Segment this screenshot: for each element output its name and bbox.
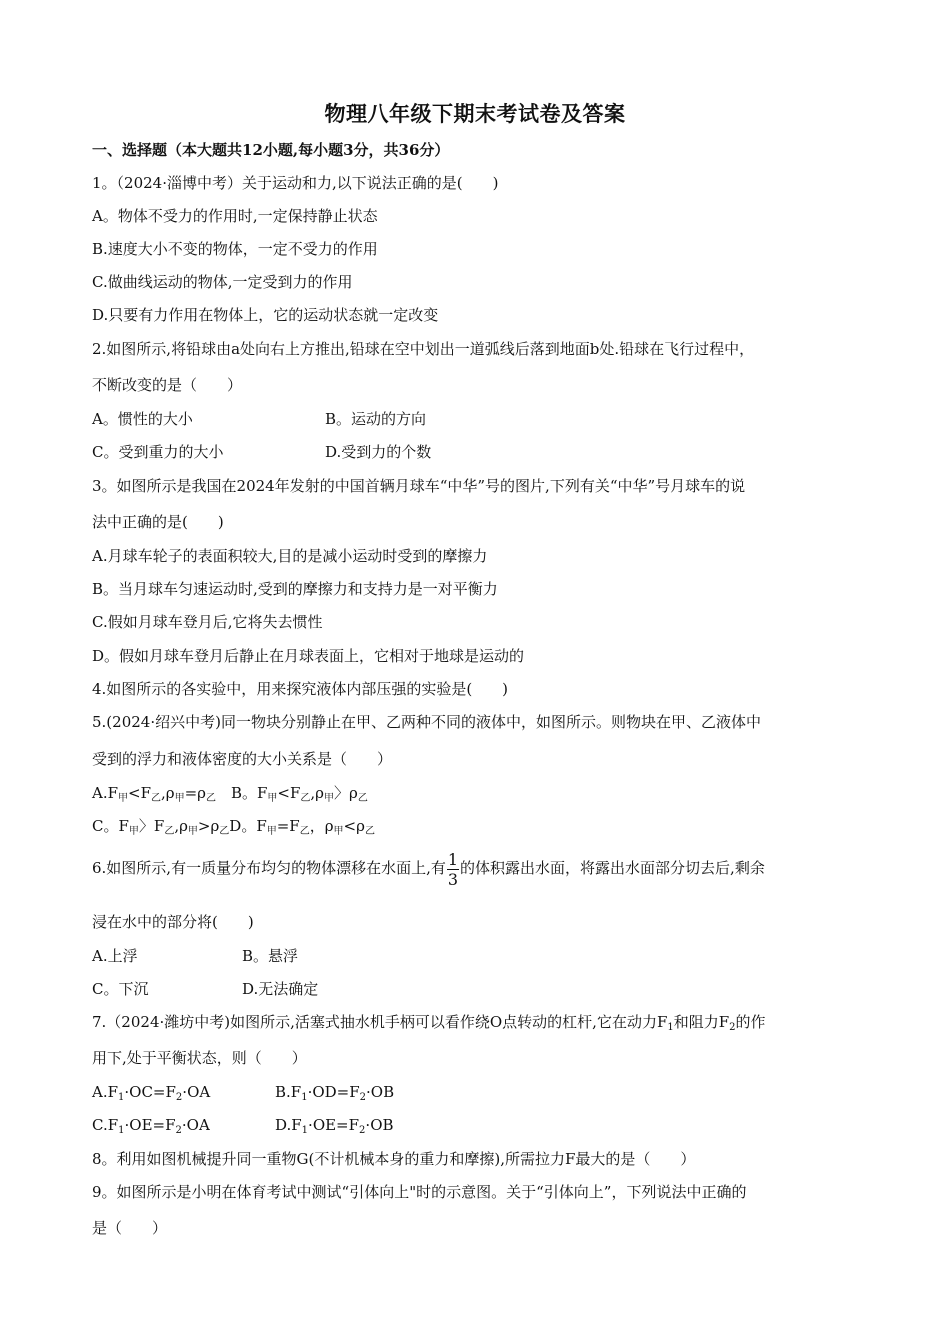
q1-option-d: D.只要有力作用在物体上，它的运动状态就一定改变: [92, 306, 439, 324]
q2-option-a: A。惯性的大小: [92, 410, 193, 428]
q2-stem-line1: 2.如图所示,将铅球由a处向右上方推出,铅球在空中划出一道弧线后落到地面b处.铅球在飞行过程中，: [92, 340, 755, 358]
q6-option-c: C。下沉: [92, 980, 149, 998]
q3-stem-line1: 3。如图所示是我国在2024年发射的中国首辆月球车“中华”号的图片,下列有关“中华”号月球车的说: [92, 477, 746, 495]
q7-stem-line2: 用下,处于平衡状态，则（ ）: [92, 1049, 307, 1067]
q7-stem-line1: 7.（2024·潍坊中考)如图所示,活塞式抽水机手柄可以看作绕O点转动的杠杆,它在动力$F_1$和阻力$F_2$的作: [92, 1013, 766, 1033]
q6-option-d: D.无法确定: [242, 980, 319, 998]
q3-stem-line2: 法中正确的是( ): [92, 513, 224, 531]
q1-option-c: C.做曲线运动的物体,一定受到力的作用: [92, 273, 353, 291]
fraction-one-third: $\frac{1}{3}$: [447, 849, 459, 889]
q1-stem: 1。（2024·淄博中考）关于运动和力,以下说法正确的是( ): [92, 174, 499, 192]
q7-option-d: $D.F_1\cdot OE=F_2\cdot OB$: [275, 1116, 394, 1136]
q6-option-b: B。悬浮: [242, 947, 299, 965]
q5-options-ab: $A.F_甲<F_乙,\rho_甲=\rho_乙$ B。$F_甲<F_乙,\rho_甲$〉$\rho_乙$: [92, 784, 368, 804]
q6-stem-line2: 浸在水中的部分将( ): [92, 913, 254, 931]
q2-option-c: C。受到重力的大小: [92, 443, 224, 461]
q7-option-a: $A.F_1\cdot OC=F_2\cdot OA$: [92, 1083, 211, 1103]
q1-option-a: A。物体不受力的作用时,一定保持静止状态: [92, 207, 378, 225]
q5-stem-line1: 5.(2024·绍兴中考)同一物块分别静止在甲、乙两种不同的液体中，如图所示。则物块在甲、乙液体中: [92, 713, 761, 731]
q6-stem-line1: 6.如图所示,有一质量分布均匀的物体漂移在水面上,有 $\frac{1}{3}$ 的体积露出水面，将露出水面部分切去后,剩余: [92, 849, 765, 889]
q8-stem: 8。利用如图机械提升同一重物G(不计机械本身的重力和摩擦),所需拉力F最大的是（ ）: [92, 1150, 696, 1168]
q9-stem-line1: 9。如图所示是小明在体育考试中测试“引体向上"时的示意图。关于“引体向上”，下列说法中正确的: [92, 1183, 747, 1201]
q9-stem-line2: 是（ ）: [92, 1219, 168, 1237]
q1-option-b: B.速度大小不变的物体，一定不受力的作用: [92, 240, 378, 258]
q3-option-d: D。假如月球车登月后静止在月球表面上，它相对于地球是运动的: [92, 647, 525, 665]
section-heading-choice: 一、选择题（本大题共12小题,每小题3分，共36分）: [92, 141, 450, 159]
q3-option-c: C.假如月球车登月后,它将失去惯性: [92, 613, 323, 631]
q2-stem-line2: 不断改变的是（ ）: [92, 376, 243, 394]
q5-options-cd: C。$F_甲$〉$F_乙,\rho_甲>\rho_乙D$。$F_甲=F_乙$，$\rho_甲<\rho_乙$: [92, 817, 375, 837]
q4-stem: 4.如图所示的各实验中，用来探究液体内部压强的实验是( ): [92, 680, 509, 698]
q3-option-a: A.月球车轮子的表面积较大,目的是减小运动时受到的摩擦力: [92, 547, 488, 565]
q6-option-a: A.上浮: [92, 947, 138, 965]
q3-option-b: B。当月球车匀速运动时,受到的摩擦力和支持力是一对平衡力: [92, 580, 498, 598]
page-title: 物理八年级下期末考试卷及答案: [324, 101, 626, 126]
q2-option-b: B。运动的方向: [325, 410, 427, 428]
q7-option-c: $C.F_1\cdot OE=F_2\cdot OA$: [92, 1116, 210, 1136]
q5-stem-line2: 受到的浮力和液体密度的大小关系是（ ）: [92, 750, 393, 768]
q2-option-d: D.受到力的个数: [325, 443, 432, 461]
q7-option-b: $B.F_1\cdot OD=F_2\cdot OB$: [275, 1083, 395, 1103]
